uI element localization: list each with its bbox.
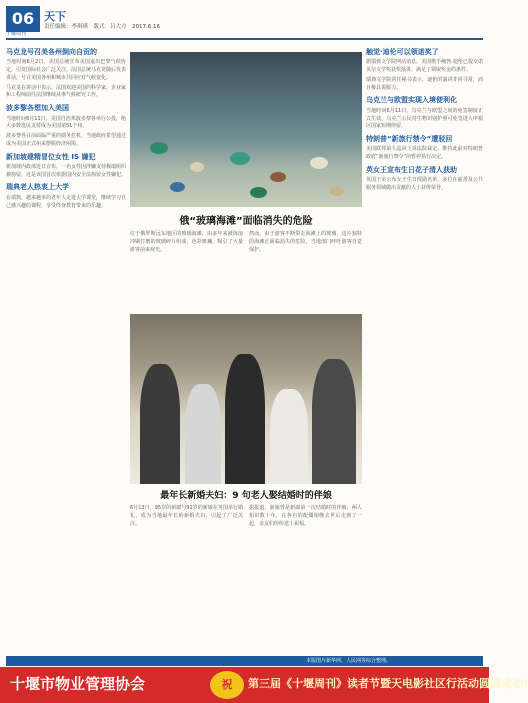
article-paragraph: 英国王室公布女王生日授勋名单，多位在慈善及公共服务领域做出贡献的人士获得荣誉。 <box>366 177 483 192</box>
right-column <box>366 44 483 654</box>
article-travel-ban <box>366 135 483 162</box>
article-headline: 俄“玻璃海滩”面临消失的危险 <box>179 216 313 227</box>
article-headline: 新加坡建精冒位女性 IS 嫌犯 <box>6 152 96 161</box>
celebration-logo-icon: 祝 <box>210 671 244 699</box>
article-paragraph: 当地时间6月11日，美国自治邦波多黎各举行公投，绝大多数选民支持成为美国第51个州。 <box>6 115 126 130</box>
article-macron <box>6 48 126 100</box>
article-paragraph: 新加坡内政部近日宣布，一名女性因涉嫌支持极端组织被拘留，这是该国首次依据国内安全法拘留女性嫌犯。 <box>6 163 127 178</box>
article-headline: 触觉·迪伦可以领诺奖了 <box>366 48 439 56</box>
article-paragraph: 据报道，新娘曾是新郎第一次结婚时的伴娘，两人相识数十年，在各自的配偶相继去世后走到了一起，亲友们纷纷送上祝福。 <box>249 505 362 527</box>
article-paragraph: 然而，由于游客不断带走海滩上的玻璃，这片独特的海滩正面临消失的危险，当地部门呼吁游客自觉保护。 <box>249 231 362 253</box>
article-paragraph: 当地时间6月11日，乌克兰与欧盟之间的免签制度正式生效，乌克兰公民持生物识别护照可免签进入申根区国家短期停留。 <box>366 107 483 130</box>
article-paragraph: 瑞典文学院常任秘书表示，迪伦的演讲非同寻常，而且极具说服力。 <box>366 76 483 91</box>
article-headline: 最年长新婚夫妇：9 句老人娶结婚时的伴娘 <box>160 491 332 501</box>
article-dylan <box>366 48 483 92</box>
article-sweden <box>6 183 126 210</box>
glass-beach-photo <box>130 52 362 207</box>
left-column <box>6 44 126 654</box>
banner-org-name: 十堰市物业管理协会 <box>10 675 146 693</box>
glass-beach-article <box>130 212 362 255</box>
article-singapore <box>6 153 126 180</box>
article-headline: 乌克兰与欧盟实现入境便利化 <box>366 96 457 105</box>
article-paragraph: 马克龙在讲话中表示，法国欢迎美国的科学家、企业家和工程师前往法国继续从事气候研究工作。 <box>6 84 127 99</box>
article-ukraine-eu <box>366 96 483 131</box>
header-rule <box>6 38 483 40</box>
article-puerto-rico <box>6 104 126 148</box>
article-headline: 瑞典老人热衷上大学 <box>6 183 69 192</box>
article-headline: 波多黎各想加入美国 <box>6 104 69 113</box>
wedding-photo <box>130 314 362 484</box>
article-body <box>130 505 362 529</box>
masthead <box>0 0 489 40</box>
page-number: 06 <box>6 6 40 32</box>
article-paragraph: 当地时间6月2日，美国总统宣布美国退出巴黎气候协定，引发国际社会广泛关注。法国总统马克龙随后发表讲话，号召美国各州和城市共同应对气候变化。 <box>6 59 127 81</box>
article-paragraph: 据瑞典文学院网站消息，美国歌手鲍勃·迪伦已提交诺贝尔文学奖获奖演讲，满足了领取奖金的条件。 <box>366 59 483 74</box>
article-paragraph: 位于俄罗斯远东地区的玻璃海滩，由多年来被海浪冲刷打磨的玻璃碎片组成，色彩斑斓，吸引了大量游客前来观光。 <box>130 231 243 253</box>
article-paragraph: 6月13日，95岁的新郎与91岁的新娘在英国举行婚礼，成为当地最年长的新婚夫妇，引起了广泛关注。 <box>130 505 243 527</box>
photo-credit-note: 本版图片新华网、人民网等综合整理。 <box>6 656 483 666</box>
article-queen-honours <box>366 166 483 193</box>
brand-label: 十堰周刊 <box>6 31 27 37</box>
article-paragraph: 美国联邦第九巡回上诉法院裁定，维持此前对特朗普政府“新旅行禁令”的暂停执行决定。 <box>366 146 483 161</box>
wedding-article <box>130 488 362 529</box>
article-headline: 马克龙号召美各州倒向自贡的 <box>6 48 97 56</box>
article-headline: 特朗普“新旅行禁令”遭驳回 <box>366 135 453 144</box>
middle-column <box>130 44 362 654</box>
banner-event-text: 第三届《十堰周刊》读者节暨天电影社区行活动圆满成功! <box>248 677 528 690</box>
section-title: 天下 <box>44 10 66 23</box>
article-paragraph: 在瑞典，越来越多的老年人走进大学课堂，继续学习自己感兴趣的课程，享受终身教育带来的乐趣。 <box>6 194 127 209</box>
article-body <box>130 231 362 255</box>
article-paragraph: 波多黎各目前面临严重的债务危机，当地政府希望通过成为美国正式州来摆脱经济困境。 <box>6 133 127 147</box>
editor-credits: 责任编辑：李琪琪 版式：吕大方 2017.6.16 <box>44 24 160 30</box>
ad-banner[interactable] <box>0 667 528 703</box>
article-headline: 英女王宣布生日花子清人获助 <box>366 165 457 174</box>
